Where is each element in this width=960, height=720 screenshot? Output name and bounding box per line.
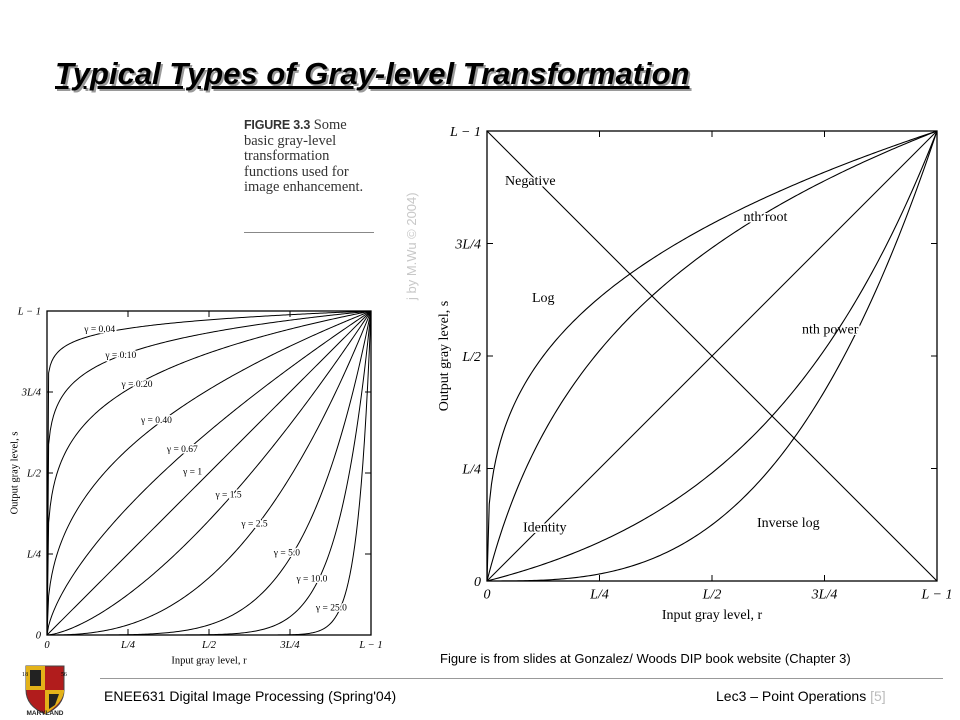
- gamma-x-tick-label: L/4: [120, 640, 136, 652]
- gamma-y-tick-label: L − 1: [17, 306, 41, 318]
- curve-label-inverse-log: Inverse log: [757, 516, 820, 531]
- basic-x-tick-label: 0: [483, 587, 491, 603]
- figure-credit: Figure is from slides at Gonzalez/ Woods DIP book website (Chapter 3): [440, 651, 851, 666]
- figure-caption-label: FIGURE 3.3: [244, 118, 311, 132]
- curve-label-negative: Negative: [505, 174, 556, 189]
- footer-divider: [100, 678, 943, 679]
- basic-y-tick-label: 0: [474, 574, 481, 590]
- curve-gamma-1: [47, 311, 371, 635]
- basic-x-tick-label: L/4: [590, 587, 609, 603]
- curve-label-identity: Identity: [523, 520, 567, 536]
- course-name: ENEE631 Digital Image Processing (Spring'04): [104, 688, 397, 704]
- figure-caption-text: Some basic gray-level transformation functions used for image enhancement.: [244, 117, 364, 195]
- logo-year-right: 56: [61, 672, 67, 678]
- page-number: [5]: [870, 688, 886, 704]
- gamma-y-tick-label: L/4: [26, 549, 41, 561]
- lecture-title: [716, 688, 886, 704]
- curve-label-gamma-0-1: γ = 0.10: [105, 350, 137, 361]
- curve-label-gamma-5: γ = 5.0: [273, 548, 300, 559]
- basic-x-tick-label: 3L/4: [811, 587, 838, 603]
- curve-label-gamma-10: γ = 10.0: [296, 574, 328, 585]
- curve-label-nth-root: nth root: [743, 210, 788, 225]
- basic-y-tick-label: 3L/4: [455, 237, 481, 253]
- logo-year-left: 18: [22, 672, 28, 678]
- curve-label-gamma-25: γ = 25.0: [315, 603, 347, 614]
- curve-label-gamma-2-5: γ = 2.5: [241, 519, 268, 530]
- basic-y-tick-label: L/4: [462, 462, 481, 478]
- logo-wordmark: MARYLAND: [26, 710, 64, 716]
- curve-label-gamma-0-04: γ = 0.04: [84, 325, 116, 336]
- basic-y-tick-label: L/2: [462, 349, 481, 365]
- basic-y-axis-title: Output gray level, s: [436, 300, 452, 412]
- curve-label-gamma-0-67: γ = 0.67: [166, 444, 198, 455]
- gamma-x-axis-title: Input gray level, r: [171, 655, 247, 667]
- basic-x-tick-label: L/2: [702, 587, 722, 603]
- slide-title: Typical Types of Gray-level Transformation: [55, 56, 690, 91]
- gamma-x-tick-label: L − 1: [359, 640, 383, 652]
- gamma-x-tick-label: L/2: [201, 640, 217, 652]
- university-logo-icon: [18, 662, 72, 716]
- curve-label-gamma-1: γ = 1: [183, 467, 203, 478]
- lecture-name: Lec3 – Point Operations: [716, 688, 867, 704]
- gamma-y-tick-label: L/2: [26, 468, 41, 480]
- copyright-watermark: j by M.Wu © 2004): [404, 192, 419, 300]
- curve-label-gamma-0-2: γ = 0.20: [121, 380, 153, 391]
- gamma-x-tick-label: 3L/4: [280, 640, 300, 652]
- gamma-y-tick-label: 3L/4: [21, 387, 41, 399]
- basic-x-axis-title: Input gray level, r: [661, 607, 763, 623]
- curve-label-gamma-1-5: γ = 1.5: [215, 490, 242, 501]
- curve-label-gamma-0-4: γ = 0.40: [140, 415, 172, 426]
- gamma-y-tick-label: 0: [35, 630, 41, 642]
- basic-y-tick-label: L − 1: [450, 124, 481, 140]
- curve-label-nth-power: nth power: [802, 322, 859, 338]
- gamma-x-tick-label: 0: [44, 640, 50, 652]
- curve-label-log: Log: [532, 291, 555, 306]
- basic-x-tick-label: L − 1: [921, 587, 953, 603]
- gamma-y-axis-title: Output gray level, s: [9, 431, 21, 515]
